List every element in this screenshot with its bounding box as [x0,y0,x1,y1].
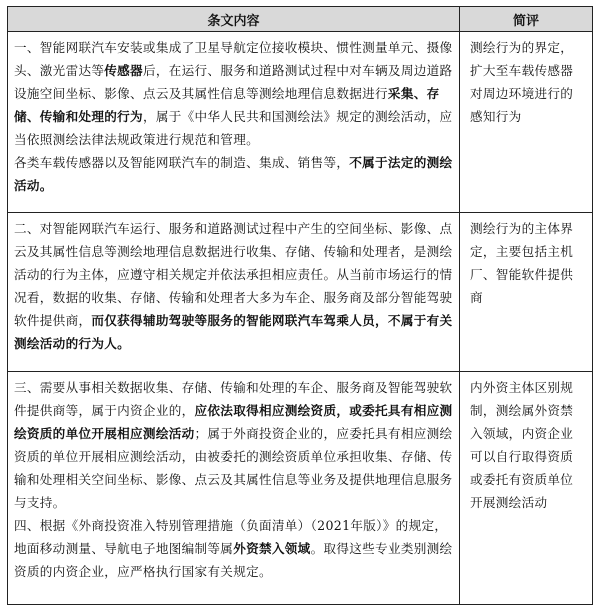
comment-cell: 测绘行为的主体界定，主要包括主机厂、智能软件提供商 [460,213,593,372]
table-row [8,32,593,213]
content-cell [8,32,460,213]
paragraph [14,514,453,583]
table-header-row [8,7,593,32]
text: 后，在运行、服务和道路测试过程中对车辆及周边道路设施空间坐标、影像、点云及其属性信息等测绘地理信息数据进行 [14,63,453,101]
text: 各类车载传感器以及智能网联汽车的制造、集成、销售等， [14,155,350,170]
table-row [8,372,593,605]
paragraph [14,217,453,355]
comment-cell: 内外资主体区别规制，测绘属外资禁入领域，内资企业可以自行取得资质或委托有资质单位开展测绘活动 [460,372,593,605]
text: ；属于外商投资企业的，应委托具有相应测绘资质的单位开展相应测绘活动，由被委托的测绘资质单位承担收集、存储、传输和处理相关空间坐标、影像、点云及其属性信息等业务及提供地理信息服务与支持。 [14,426,453,510]
bold-text: 应依法取得相应测绘资质，或委托具有相应测绘资质的单位开展相应测绘活动 [14,403,453,441]
text: 二、对智能网联汽车运行、服务和道路测试过程中产生的空间坐标、影像、点云及其属性信息等测绘地理信息数据进行收集、存储、传输和处理者，是测绘活动的行为主体，应遵守相关规定并依法承担相应责任。从当前市场运行的情况看，数据的收集、存储、传输和处理者大多为车企、服务商及部分智能驾驶软件提供商， [14,221,453,328]
table-row [8,213,593,372]
header-comment: 简评 [460,7,593,32]
paragraph [14,151,453,197]
bold-text: 而仅获得辅助驾驶等服务的智能网联汽车驾乘人员，不属于有关测绘活动的行为人。 [14,313,453,351]
paragraph [14,36,453,151]
text: ，属于《中华人民共和国测绘法》规定的测绘活动，应当依照测绘法律法规政策进行规范和管理。 [14,109,453,147]
content-cell [8,213,460,372]
text: 。取得这些专业类别测绘资质的内资企业，应严格执行国家有关规定。 [14,541,453,579]
text: 一、智能网联汽车安装或集成了卫星导航定位接收模块、惯性测量单元、摄像头、激光雷达等 [14,40,453,78]
bold-text: 外资禁入领域 [233,541,311,556]
paragraph [14,376,453,514]
bold-text: 不属于法定的测绘活动。 [14,155,453,193]
text: 三、需要从事相关数据收集、存储、传输和处理的车企、服务商及智能驾驶软件提供商等，属于内资企业的， [14,380,453,418]
regulation-table [7,6,593,605]
content-cell [8,372,460,605]
header-content: 条文内容 [8,7,460,32]
text: 四、根据《外商投资准入特别管理措施（负面清单）（2021年版）》的规定，地面移动测量、导航电子地图编制等属 [14,518,448,556]
bold-text: 传感器 [104,63,143,78]
bold-text: 采集、存储、传输和处理的行为 [14,86,440,124]
comment-cell: 测绘行为的界定，扩大至车载传感器对周边环境进行的感知行为 [460,32,593,213]
